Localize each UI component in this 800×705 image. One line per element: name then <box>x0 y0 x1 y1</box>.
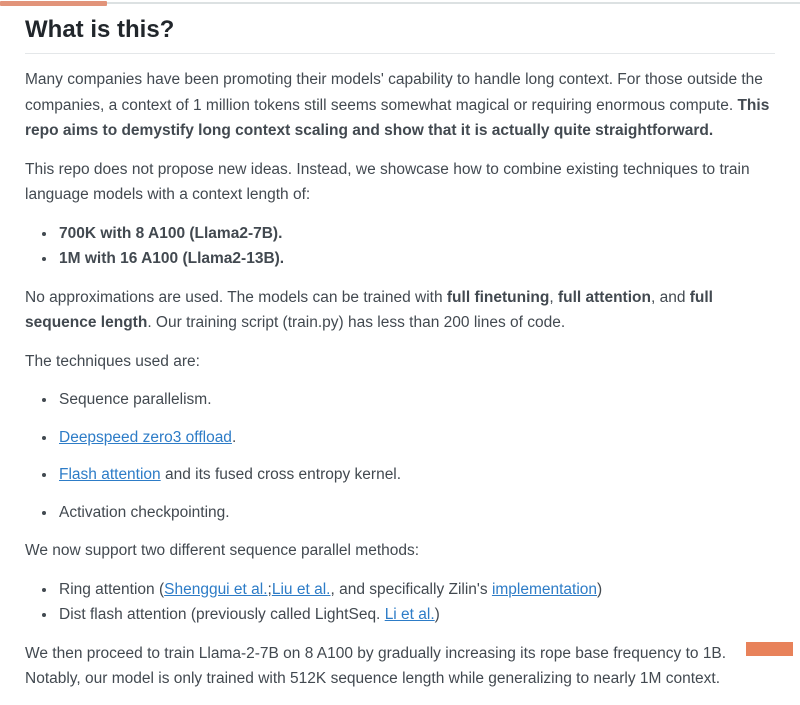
bold-text: full sequence length <box>25 288 713 332</box>
inline-link[interactable]: Flash attention <box>59 466 161 484</box>
list-item <box>57 246 775 272</box>
text-run: . <box>231 428 237 446</box>
paragraph <box>25 538 775 564</box>
text-run: This repo does not propose new ideas. Instead, we showcase how to combine existing techniques to train language models with a context length of: <box>25 160 750 204</box>
orange-bottom-marker <box>746 642 793 656</box>
top-hairline-divider <box>0 2 800 4</box>
bullet-list <box>25 577 775 628</box>
text-run: ; <box>267 580 272 598</box>
paragraph <box>25 285 775 336</box>
bold-text: This repo aims to demystify long context scaling and show that it is actually quite straightforward. <box>25 96 770 140</box>
inline-link[interactable]: Li et al. <box>384 606 435 624</box>
text-run: Sequence parallelism. <box>59 391 212 409</box>
section-heading: What is this? <box>25 14 775 54</box>
bold-text: 700K with 8 A100 (Llama2-7B). <box>59 224 283 242</box>
list-item <box>57 602 775 628</box>
paragraph <box>25 641 775 692</box>
inline-link[interactable]: Deepspeed zero3 offload <box>59 428 232 446</box>
paragraph <box>25 157 775 208</box>
bold-text: 1M with 16 A100 (Llama2-13B). <box>59 250 285 268</box>
bold-text: full finetuning <box>446 288 550 306</box>
text-run: and its fused cross entropy kernel. <box>160 466 402 484</box>
text-run: Many companies have been promoting their models' capability to handle long context. For those outside the companies, a context of 1 million tokens still seems somewhat magical or requiring enormous compute. <box>25 71 763 114</box>
bold-text: full attention <box>557 288 651 306</box>
readme-body <box>25 67 775 692</box>
bullet-list <box>25 387 775 525</box>
list-item <box>57 425 775 451</box>
text-run: , and <box>650 288 690 306</box>
text-run: The techniques used are: <box>25 352 200 370</box>
text-run: We then proceed to train Llama-2-7B on 8 A100 by gradually increasing its rope base frequency to 1B. Notably, our model is only trained with 512K sequence length while generalizing to nearly 1M context. <box>25 644 727 688</box>
text-run: , and specifically Zilin's <box>330 580 492 598</box>
inline-link[interactable]: Shenggui et al. <box>164 580 268 598</box>
text-run: ) <box>434 606 440 624</box>
list-item <box>57 500 775 526</box>
paragraph <box>25 67 775 144</box>
list-item <box>57 387 775 413</box>
text-run: ) <box>597 580 603 598</box>
bullet-list <box>25 221 775 272</box>
text-run: No approximations are used. The models can be trained with <box>25 288 447 306</box>
text-run: , <box>549 288 558 306</box>
readme-content <box>25 6 775 705</box>
list-item <box>57 577 775 603</box>
text-run: Activation checkpointing. <box>59 503 230 521</box>
inline-link[interactable]: implementation <box>491 580 598 598</box>
list-item <box>57 462 775 488</box>
text-run: . Our training script (train.py) has less than 200 lines of code. <box>147 314 566 332</box>
text-run: Ring attention ( <box>59 580 165 598</box>
inline-link[interactable]: Liu et al. <box>271 580 331 598</box>
paragraph <box>25 349 775 375</box>
text-run: We now support two different sequence parallel methods: <box>25 542 420 560</box>
text-run: Dist flash attention (previously called LightSeq. <box>59 606 385 624</box>
list-item <box>57 221 775 247</box>
